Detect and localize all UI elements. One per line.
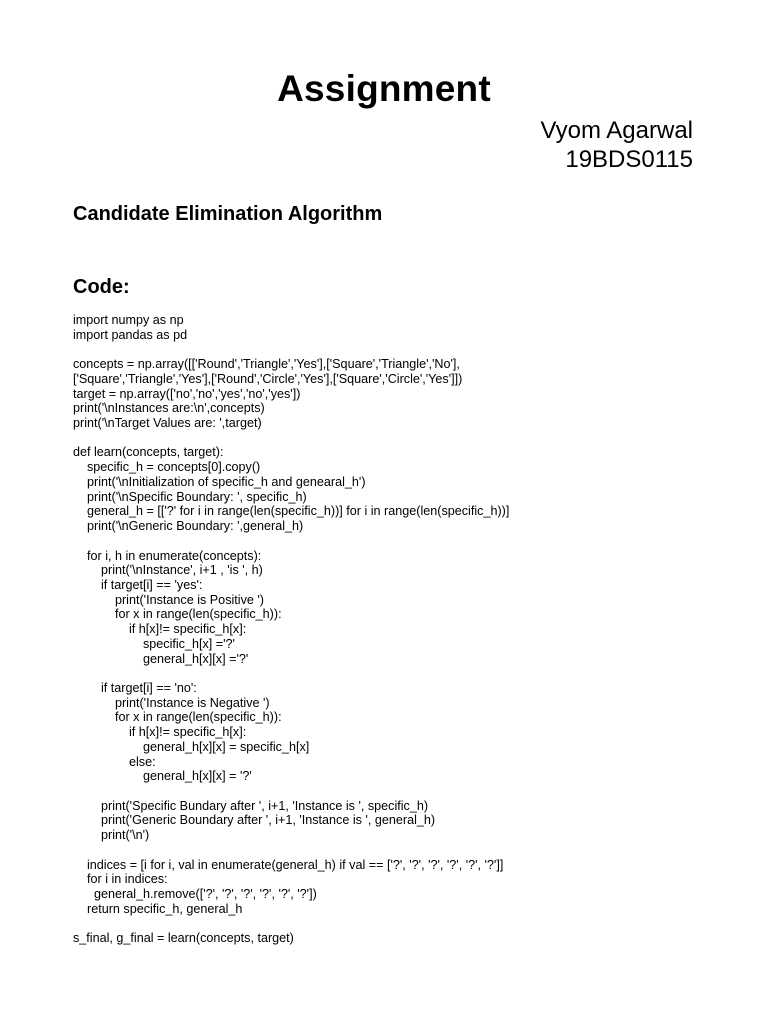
code-line: print('\nInstance', i+1 , 'is ', h) bbox=[73, 563, 263, 578]
code-heading: Code: bbox=[73, 276, 130, 298]
code-line: print('\nTarget Values are: ',target) bbox=[73, 416, 262, 431]
code-line: if target[i] == 'yes': bbox=[73, 577, 203, 592]
code-line: for x in range(len(specific_h)): bbox=[73, 607, 282, 622]
code-line: import numpy as np bbox=[73, 313, 184, 327]
section-heading: Candidate Elimination Algorithm bbox=[73, 203, 383, 225]
code-line: specific_h[x] ='?' bbox=[73, 636, 235, 651]
code-line: return specific_h, general_h bbox=[73, 901, 243, 916]
code-line bbox=[73, 843, 509, 858]
code-line: print('Instance is Negative ') bbox=[73, 695, 270, 710]
code-line: print('Generic Boundary after ', i+1, 'Instance is ', general_h) bbox=[73, 813, 436, 828]
code-line: if h[x]!= specific_h[x]: bbox=[73, 622, 247, 637]
code-line: print('\nGeneric Boundary: ',general_h) bbox=[73, 519, 304, 534]
code-line: if target[i] == 'no': bbox=[73, 680, 197, 695]
code-line: general_h[x][x] = '?' bbox=[73, 769, 252, 784]
code-line: print('\n') bbox=[73, 828, 150, 843]
author-name: Vyom Agarwal bbox=[540, 117, 693, 144]
code-line: general_h = [['?' for i in range(len(specific_h))] for i in range(len(specific_h))] bbox=[73, 504, 510, 519]
code-line: general_h[x][x] = specific_h[x] bbox=[73, 739, 310, 754]
code-line: indices = [i for i, val in enumerate(general_h) if val == ['?', '?', '?', '?', '?', '?']] bbox=[73, 857, 504, 872]
code-line: for i in indices: bbox=[73, 872, 168, 887]
page-title: Assignment bbox=[277, 68, 491, 109]
code-line bbox=[73, 534, 509, 549]
code-line: for i, h in enumerate(concepts): bbox=[73, 548, 262, 563]
code-line: print('\nSpecific Boundary: ', specific_h) bbox=[73, 489, 307, 504]
code-line: import pandas as pd bbox=[73, 327, 188, 342]
code-line: print('\nInitialization of specific_h and genearal_h') bbox=[73, 474, 366, 489]
code-line: print('Instance is Positive ') bbox=[73, 592, 264, 607]
code-line: concepts = np.array([['Round','Triangle','Yes'],['Square','Triangle','No'], bbox=[73, 357, 460, 372]
code-line bbox=[73, 916, 509, 931]
code-line: general_h[x][x] ='?' bbox=[73, 651, 249, 666]
code-line: if h[x]!= specific_h[x]: bbox=[73, 725, 247, 740]
code-line: print('\nInstances are:\n',concepts) bbox=[73, 401, 265, 416]
code-line: s_final, g_final = learn(concepts, target) bbox=[73, 931, 294, 946]
author-id: 19BDS0115 bbox=[565, 146, 693, 173]
code-line bbox=[73, 342, 509, 357]
code-line bbox=[73, 431, 509, 446]
code-line: specific_h = concepts[0].copy() bbox=[73, 460, 261, 475]
code-line: else: bbox=[73, 754, 156, 769]
author-block bbox=[540, 116, 693, 174]
code-line: def learn(concepts, target): bbox=[73, 445, 224, 460]
code-line: target = np.array(['no','no','yes','no','yes']) bbox=[73, 386, 301, 401]
code-line: print('Specific Bundary after ', i+1, 'Instance is ', specific_h) bbox=[73, 798, 429, 813]
code-line: for x in range(len(specific_h)): bbox=[73, 710, 282, 725]
code-line bbox=[73, 784, 509, 799]
code-line: ['Square','Triangle','Yes'],['Round','Circle','Yes'],['Square','Circle','Yes']]) bbox=[73, 371, 463, 386]
code-line: general_h.remove(['?', '?', '?', '?', '?', '?']) bbox=[73, 887, 317, 902]
code-line bbox=[73, 666, 509, 681]
code-block bbox=[73, 313, 509, 946]
